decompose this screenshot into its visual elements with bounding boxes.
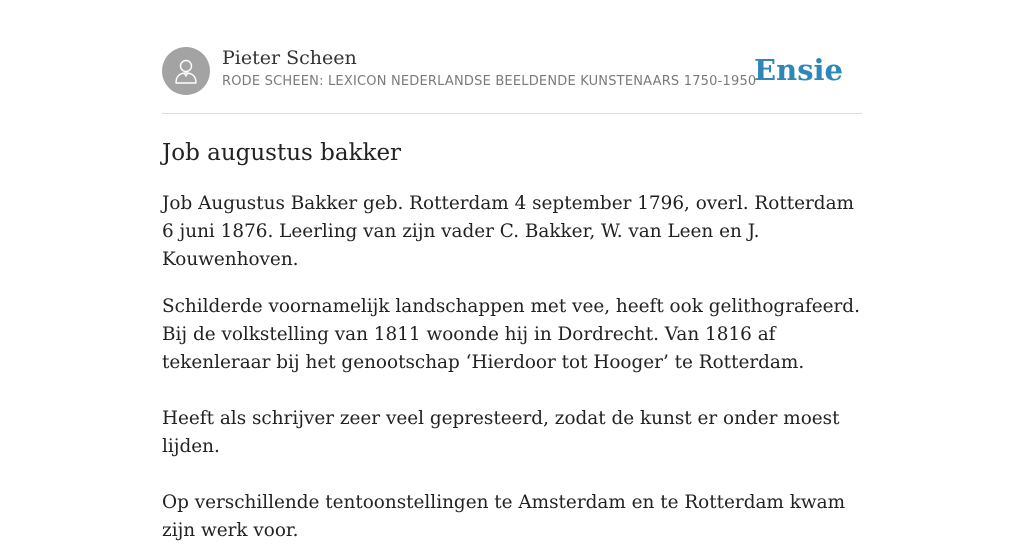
author-name[interactable]: Pieter Scheen xyxy=(222,47,357,69)
header-divider xyxy=(162,113,862,114)
article-body xyxy=(162,136,862,545)
author-avatar[interactable] xyxy=(162,47,210,95)
paragraph-biography: Job Augustus Bakker geb. Rotterdam 4 september 1796, overl. Rotterdam 6 juni 1876. Leerling van zijn vader C. Bakker, W. van Leen en J. Kouwenhoven. xyxy=(162,193,854,270)
paragraph-writer: Heeft als schrijver zeer veel gepresteerd, zodat de kunst er onder moest lijden. xyxy=(162,408,840,457)
article-title: Job augustus bakker xyxy=(162,140,402,166)
paragraph-exhibitions: Op verschillende tentoonstellingen te Amsterdam en te Rotterdam kwam zijn werk voor. xyxy=(162,492,846,541)
paragraph-career: Schilderde voornamelijk landschappen met vee, heeft ook gelithografeerd. Bij de volkstelling van 1811 woonde hij in Dordrecht. Van 1816 af tekenleraar bij het genootschap ‘Hierdoor tot Hooger’ te Rotterdam. xyxy=(162,296,860,373)
article-header xyxy=(162,46,862,96)
ensie-logo[interactable]: Ensie xyxy=(754,53,843,87)
user-icon xyxy=(173,57,199,85)
source-label[interactable]: RODE SCHEEN: LEXICON NEDERLANDSE BEELDENDE KUNSTENAARS 1750-1950 xyxy=(222,74,757,89)
